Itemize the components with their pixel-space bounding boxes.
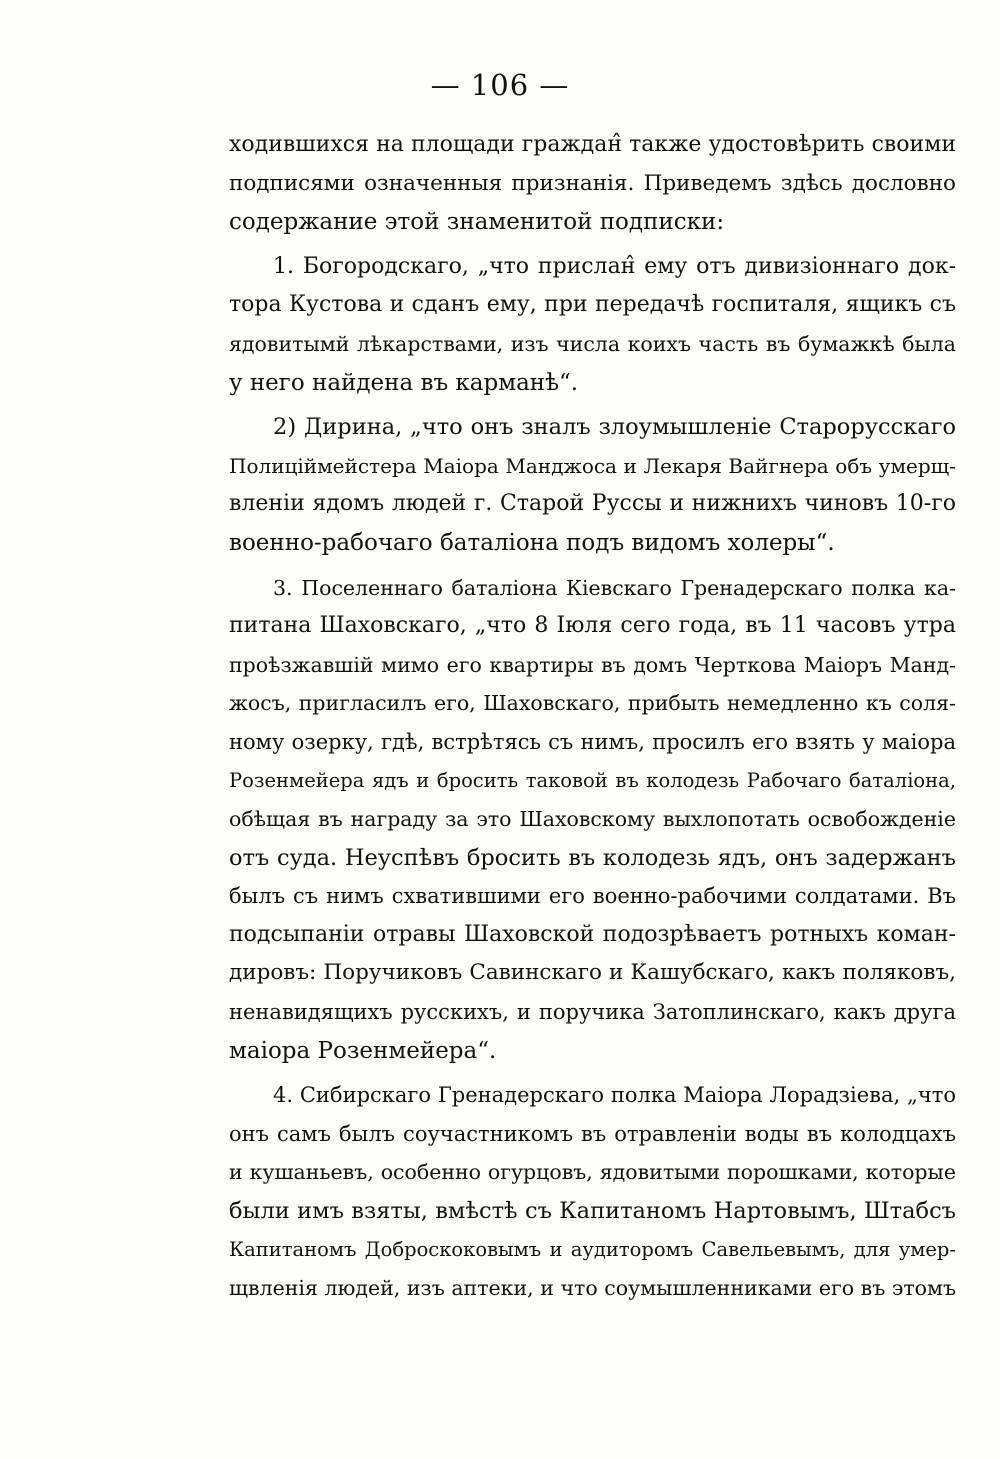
text-line: 1. Богородскаго, „что прислан̂ ему отъ дивизіоннаго док- — [273, 253, 956, 279]
paragraph-item-2 — [229, 408, 956, 562]
paragraph-item-3 — [229, 569, 956, 1071]
text-line: военно-рабочаго баталіона подъ видомъ холеры“. — [229, 529, 835, 556]
text-line: подписями означенныя признанія. Приведемъ здѣсь дословно — [229, 170, 956, 196]
text-line: ному озерку, гдѣ, встрѣтясь съ нимъ, просилъ его взять у маіора — [229, 729, 956, 754]
text-line: тора Кустова и сданъ ему, при передачѣ госпиталя, ящикъ съ — [229, 292, 956, 318]
paragraph-item-4 — [229, 1076, 956, 1308]
text-line: онъ самъ былъ соучастникомъ въ отравленіи воды въ колодцахъ — [229, 1121, 956, 1146]
text-line: щвленія людей, изъ аптеки, и что соумышленниками его въ этомъ — [229, 1276, 956, 1301]
text-line: были имъ взяты, вмѣстѣ съ Капитаномъ Нартовымъ, Штабсъ — [229, 1198, 956, 1225]
text-line: ненавидящихъ русскихъ, и поручика Затоплинскаго, какъ друга — [229, 1000, 956, 1025]
text-line: былъ съ нимъ схватившими его военно-рабочими солдатами. Въ — [229, 884, 956, 909]
body-text — [229, 126, 956, 1314]
text-line: маіора Розенмейера“. — [229, 1037, 497, 1064]
text-line: питана Шаховскаго, „что 8 Іюля сего года, въ 11 часовъ утра — [229, 613, 956, 639]
text-line: Розенмейера ядъ и бросить таковой въ колодезь Рабочаго баталіона, — [229, 768, 956, 792]
text-line: и кушаньевъ, особенно огурцовъ, ядовитыми порошками, которые — [229, 1160, 956, 1185]
text-line: Полиціймейстера Маіора Манджоса и Лекаря Вайгнера объ умерщ- — [229, 453, 956, 478]
text-line: ходившихся на площади граждан̂ также удостовѣрить своими — [229, 132, 956, 157]
text-line: жосъ, пригласилъ его, Шаховскаго, прибыть немедленно къ соля- — [229, 691, 956, 716]
text-line: проѣзжавшій мимо его квартиры въ домъ Черткова Маіоръ Манд- — [229, 652, 956, 677]
text-line: отъ суда. Неуспѣвъ бросить въ колодезь ядъ, онъ задержанъ — [229, 844, 956, 871]
text-line: Капитаномъ Доброскоковымъ и аудиторомъ Савельевымъ, для умер- — [229, 1237, 956, 1261]
text-line: у него найдена въ карманѣ“. — [229, 369, 579, 396]
paragraph-item-1 — [229, 248, 956, 402]
text-line: 4. Сибирскаго Гренадерскаго полка Маіора Лорадзіева, „что — [273, 1083, 956, 1108]
text-line: содержание этой знаменитой подписки: — [229, 209, 725, 236]
text-line: 2) Дирина, „что онъ зналъ злоумышленіе Старорусскаго — [273, 414, 956, 441]
page-number: — 106 — — [430, 68, 570, 102]
text-line: 3. Поселеннаго баталіона Кіевскаго Гренадерскаго полка ка- — [273, 575, 956, 600]
text-line: обѣщая въ награду за это Шаховскому выхлопотать освобожденіе — [229, 807, 956, 832]
paragraph-intro — [229, 126, 956, 242]
text-line: вленіи ядомъ людей г. Старой Руссы и нижнихъ чиновъ 10-го — [229, 491, 956, 517]
text-line: ядовитымй лѣкарствами, изъ числа коихъ часть въ бумажкѣ была — [229, 331, 956, 356]
text-line: подсыпаніи отравы Шаховской подозрѣваетъ ротныхъ коман- — [229, 921, 956, 947]
text-line: дировъ: Поручиковъ Савинскаго и Кашубскаго, какъ поляковъ, — [229, 960, 956, 986]
